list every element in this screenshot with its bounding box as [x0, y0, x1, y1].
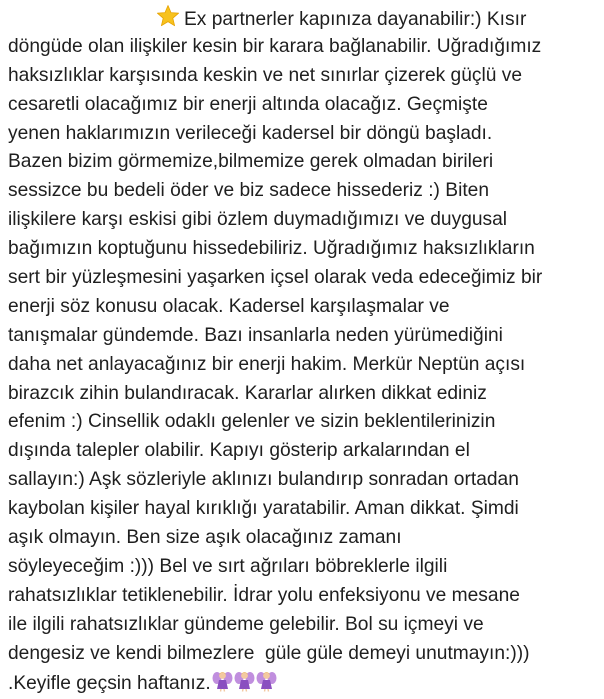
post-line: cesaretli olacağımız bir enerji altında olacağız. Geçmişte: [8, 93, 488, 115]
post-last-line: [8, 668, 604, 697]
post-line: döngüde olan ilişkiler kesin bir karara bağlanabilir. Uğradığımız: [8, 35, 542, 57]
fairy-icon: [256, 668, 277, 692]
post-line: söyleyeceğim :))) Bel ve sırt ağrıları böbreklerle ilgili: [8, 555, 448, 577]
post-line: tanışmalar gündemde. Bazı insanlarla neden yürümediğini: [8, 324, 503, 346]
post-line: daha net anlayacağınız bir enerji hakim. Merkür Neptün açısı: [8, 353, 526, 375]
post-line: dışında talepler olabilir. Kapıyı gösterip arkalarından el: [8, 440, 470, 462]
post-line: sert bir yüzleşmesini yaşarken içsel olarak veda edeceğimiz bir: [8, 267, 543, 289]
post-line: efenim :) Cinsellik odaklı gelenler ve sizin beklentilerinizin: [8, 411, 496, 433]
post-line: dengesiz ve kendi bilmezlere güle güle demeyi unutmayın:))): [8, 642, 530, 664]
post-line: haksızlıklar karşısında keskin ve net sınırlar çizerek güçlü ve: [8, 64, 523, 86]
last-line-text: .Keyifle geçsin haftanız.: [8, 673, 211, 695]
post-line: sessizce bu bedeli öder ve biz sadece hissederiz :) Biten: [8, 180, 490, 202]
post-line: birazcık zihin bulandıracak. Kararlar alırken dikkat ediniz: [8, 382, 487, 404]
post-line: sallayın:) Aşk sözleriyle aklınızı bulandırıp sonradan ortadan: [8, 469, 519, 491]
post-line: ilişkilere karşı eskisi gibi özlem duymadığımızı ve duygusal: [8, 209, 508, 231]
post-first-line: [8, 4, 604, 33]
post-line: kaybolan kişiler hayal kırıklığı yaratabilir. Aman dikkat. Şimdi: [8, 498, 519, 520]
star-icon: [156, 4, 180, 28]
post-line: bağımızın koptuğunu hissedebiliriz. Uğradığımız haksızlıkların: [8, 238, 535, 260]
post-line: aşık olmayın. Ben size aşık olacağınız zamanı: [8, 527, 402, 549]
post-line: yenen haklarımızın verileceği kadersel bir döngü başladı.: [8, 122, 493, 144]
post-line: ile ilgili rahatsızlıklar gündeme gelebilir. Bol su içmeyi ve: [8, 613, 484, 635]
post-line: Bazen bizim görmemize,bilmemize gerek olmadan birileri: [8, 151, 494, 173]
post-line: rahatsızlıklar tetiklenebilir. İdrar yolu enfeksiyonu ve mesane: [8, 584, 520, 606]
post-line: enerji söz konusu olacak. Kadersel karşılaşmalar ve: [8, 295, 450, 317]
fairy-icon: [234, 668, 255, 692]
first-line-text: Ex partnerler kapınıza dayanabilir:) Kısır: [184, 9, 527, 30]
fairy-icon: [212, 668, 233, 692]
